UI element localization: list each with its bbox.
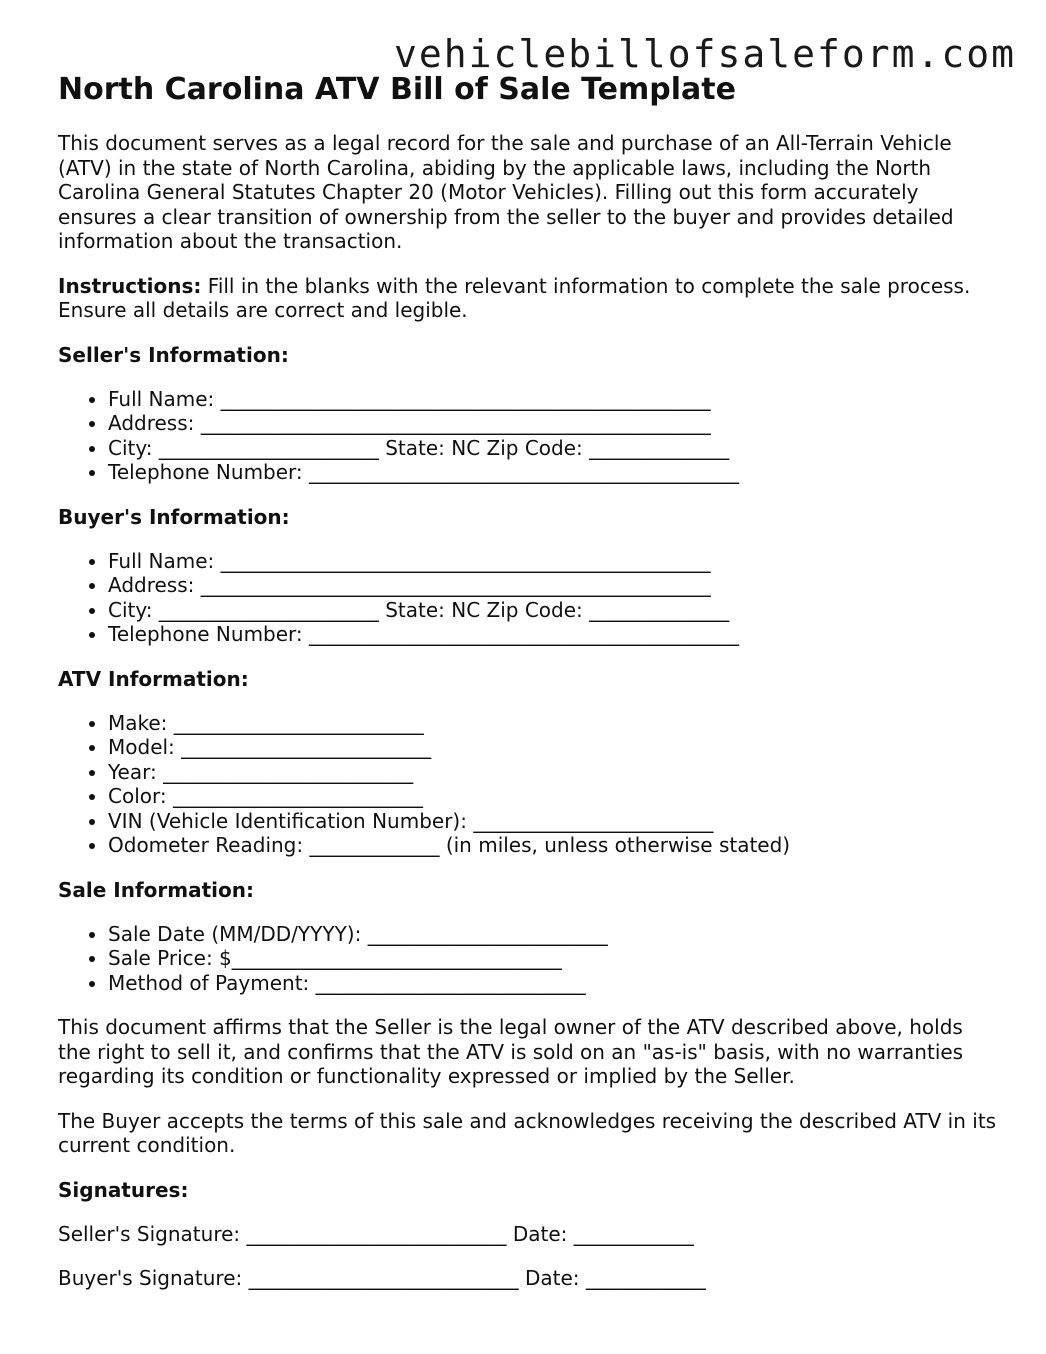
buyer-full-name-field[interactable]: • Full Name: _________________________________________________ xyxy=(108,549,998,574)
instructions-paragraph xyxy=(58,274,998,323)
buyer-heading: Buyer's Information: xyxy=(58,504,290,529)
seller-fields-list xyxy=(58,387,998,485)
buyer-city-state-zip-field[interactable]: • City: ______________________ State: NC Zip Code: ______________ xyxy=(108,598,998,623)
intro-paragraph: This document serves as a legal record for the sale and purchase of an All-Terrain Vehicle (ATV) in the state of North Carolina, abiding by the applicable laws, including the North Carolina General Statutes Chapter 20 (Motor Vehicles). Filling out this form accurately ensures a clear transition of ownership from the seller to the buyer and provides detailed information about the transaction. xyxy=(58,131,954,253)
seller-telephone-field[interactable]: • Telephone Number: ___________________________________________ xyxy=(108,460,998,485)
payment-method-field[interactable]: • Method of Payment: ___________________________ xyxy=(108,971,998,996)
atv-color-field[interactable]: • Color: _________________________ xyxy=(108,784,998,809)
signatures-heading: Signatures: xyxy=(58,1177,189,1202)
seller-city-state-zip-field[interactable]: • City: ______________________ State: NC Zip Code: ______________ xyxy=(108,436,998,461)
sale-price-field[interactable]: • Sale Price: $_________________________________ xyxy=(108,946,998,971)
document-title: North Carolina ATV Bill of Sale Template xyxy=(58,72,736,107)
buyer-fields-list xyxy=(58,549,998,647)
seller-heading: Seller's Information: xyxy=(58,342,289,367)
watermark-site-name: vehiclebillofsaleform.com xyxy=(394,32,1016,76)
atv-heading: ATV Information: xyxy=(58,666,249,691)
sale-heading: Sale Information: xyxy=(58,877,254,902)
buyer-address-field[interactable]: • Address: ___________________________________________________ xyxy=(108,573,998,598)
affirmation-paragraph: This document affirms that the Seller is the legal owner of the ATV described above, holds the right to sell it, and confirms that the ATV is sold on an "as-is" basis, with no warranties regarding its condition or functionality expressed or implied by the Seller. xyxy=(58,1015,964,1088)
atv-vin-field[interactable]: • VIN (Vehicle Identification Number): ________________________ xyxy=(108,809,998,834)
atv-year-field[interactable]: • Year: _________________________ xyxy=(108,760,998,785)
acceptance-paragraph: The Buyer accepts the terms of this sale and acknowledges receiving the described ATV in its current condition. xyxy=(58,1108,997,1157)
buyer-signature-line[interactable]: Buyer's Signature: ___________________________ Date: ____________ xyxy=(58,1266,706,1290)
seller-full-name-field[interactable]: • Full Name: _________________________________________________ xyxy=(108,387,998,412)
atv-odometer-field[interactable]: • Odometer Reading: _____________ (in miles, unless otherwise stated) xyxy=(108,833,998,858)
sale-date-field[interactable]: • Sale Date (MM/DD/YYYY): ________________________ xyxy=(108,922,998,947)
seller-signature-line[interactable]: Seller's Signature: __________________________ Date: ____________ xyxy=(58,1221,694,1246)
seller-address-field[interactable]: • Address: ___________________________________________________ xyxy=(108,411,998,436)
atv-fields-list xyxy=(58,711,998,858)
atv-make-field[interactable]: • Make: _________________________ xyxy=(108,711,998,736)
atv-model-field[interactable]: • Model: _________________________ xyxy=(108,735,998,760)
document-body xyxy=(58,72,998,1311)
instructions-text: Fill in the blanks with the relevant information to complete the sale process. Ensure all details are correct and legible. xyxy=(58,273,971,322)
instructions-label: Instructions: xyxy=(58,273,202,298)
buyer-telephone-field[interactable]: • Telephone Number: ___________________________________________ xyxy=(108,622,998,647)
sale-fields-list xyxy=(58,922,998,996)
